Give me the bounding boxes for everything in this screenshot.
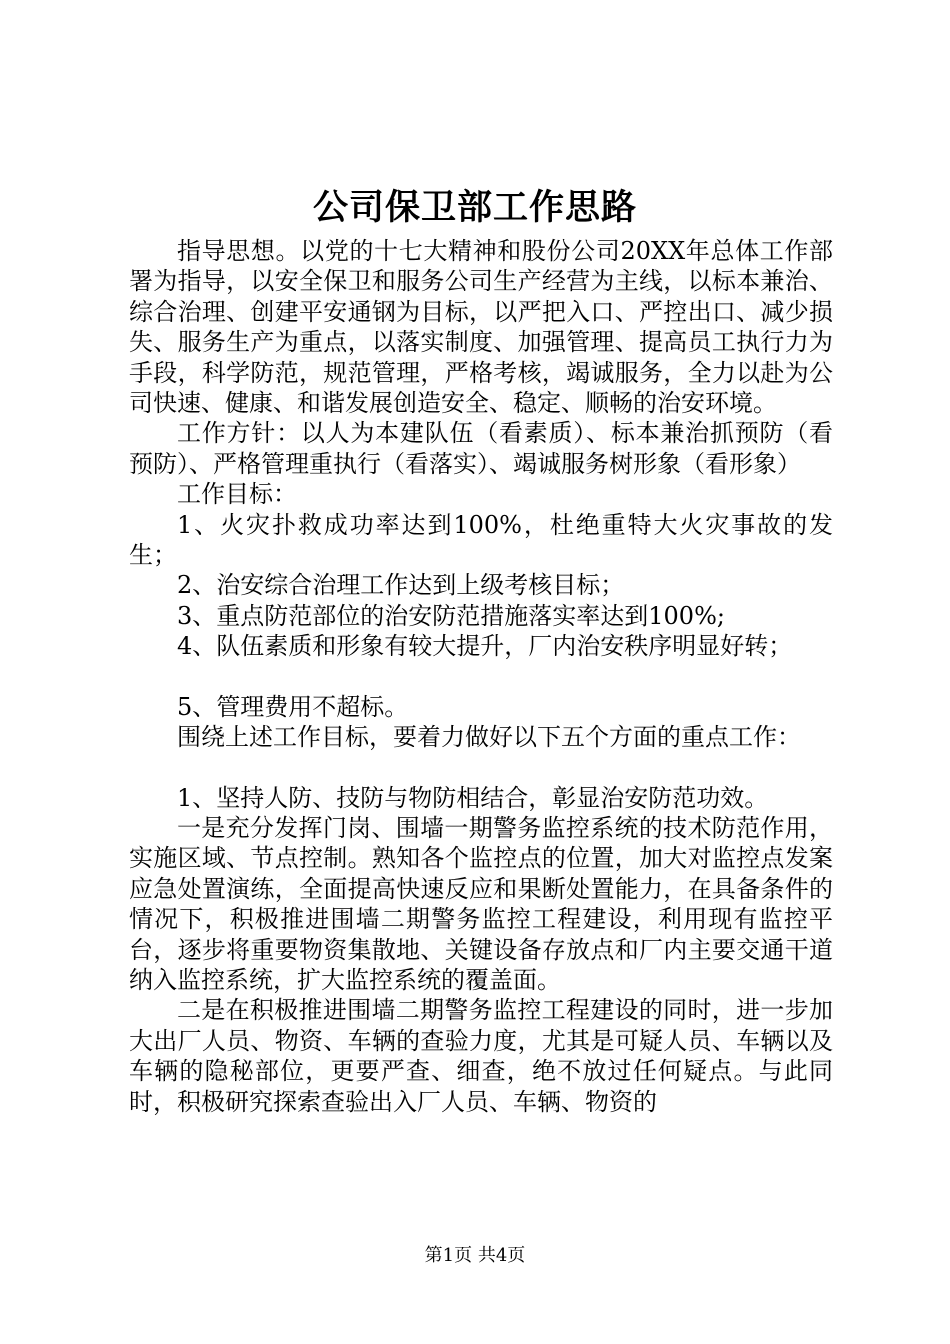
paragraph-first-point: 一是充分发挥门岗、围墙一期警务监控系统的技术防范作用，实施区域、节点控制。熟知各个监控点的位置，加大对监控点发案应急处置演练，全面提高快速反应和果断处置能力，在具备条件的情况下，积极推进围墙二期警务监控工程建设，利用现有监控平台，逐步将重要物资集散地、关键设备存放点和厂内主要交通干道纳入监控系统，扩大监控系统的覆盖面。 xyxy=(129,813,833,994)
paragraph-goal-4: 4、队伍素质和形象有较大提升，厂内治安秩序明显好转； xyxy=(177,632,793,661)
document-title: 公司保卫部工作思路 xyxy=(312,187,637,228)
paragraph-key-work-intro: 围绕上述工作目标，要着力做好以下五个方面的重点工作： xyxy=(177,723,801,752)
paragraph-work-policy: 工作方针：以人为本建队伍（看素质）、标本兼治抓预防（看预防）、严格管理重执行（看落实）、竭诚服务树形象（看形象） xyxy=(129,419,833,478)
document-body xyxy=(129,236,833,1117)
paragraph-goal-1: 1、火灾扑救成功率达到100%，杜绝重特大火灾事故的发生； xyxy=(129,510,833,570)
paragraph-goal-5: 5、管理费用不超标。 xyxy=(177,692,409,721)
page-footer: 第1页 共4页 xyxy=(424,1245,526,1266)
paragraph-goal-2: 2、治安综合治理工作达到上级考核目标； xyxy=(177,571,625,600)
paragraph-second-point: 二是在积极推进围墙二期警务监控工程建设的同时，进一步加大出厂人员、物资、车辆的查验力度，尤其是可疑人员、车辆以及车辆的隐秘部位，更要严查、细查，绝不放过任何疑点。与此同时，积极研究探索查验出入厂人员、车辆、物资的 xyxy=(129,996,833,1116)
paragraph-goal-3: 3、重点防范部位的治安防范措施落实率达到100%; xyxy=(177,601,725,630)
paragraph-work-goals-heading: 工作目标： xyxy=(177,480,297,509)
paragraph-guiding-ideology: 指导思想。以党的十七大精神和股份公司20XX年总体工作部署为指导，以安全保卫和服务公司生产经营为主线，以标本兼治、综合治理、创建平安通钢为目标，以严把入口、严控出口、减少损失、服务生产为重点，以落实制度、加强管理、提高员工执行力为手段，科学防范，规范管理，严格考核，竭诚服务，全力以赴为公司快速、健康、和谐发展创造安全、稳定、顺畅的治安环境。 xyxy=(129,237,833,418)
paragraph-key-work-1: 1、坚持人防、技防与物防相结合，彰显治安防范功效。 xyxy=(177,783,769,812)
